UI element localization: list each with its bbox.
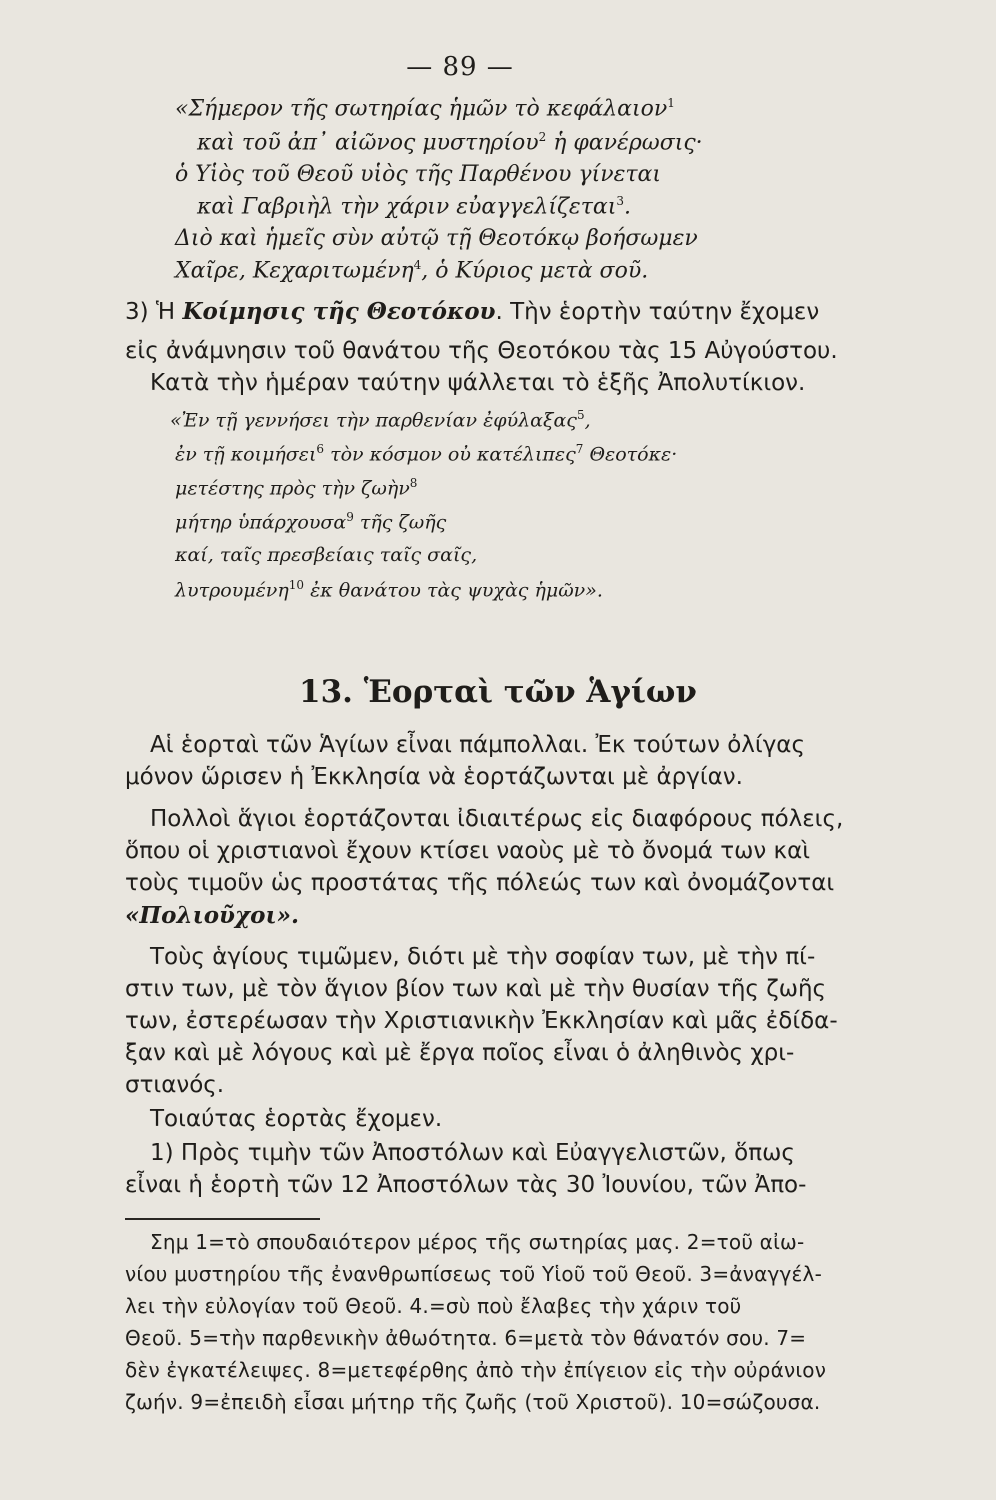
section3-line-3: Κατὰ τὴν ἡμέραν ταύτην ψάλλεται τὸ ἑξῆς Ἀπολυτίκιον.	[150, 370, 806, 396]
para3-line-2: στιν των, μὲ τὸν ἅγιον βίον των καὶ μὲ τὴν θυσίαν τῆς ζωῆς	[125, 976, 827, 1002]
hymn1-line-1: «Σήμερον τῆς σωτηρίας ἡμῶν τὸ κεφάλαιον$^1$	[175, 96, 675, 122]
para5-line-2: εἶναι ἡ ἑορτὴ τῶν 12 Ἀποστόλων τὰς 30 Ἰουνίου, τῶν Ἀπο-	[125, 1172, 807, 1198]
hymn1-line-2: καὶ τοῦ ἀπ᾽ αἰῶνος μυστηρίου$^2$ ἡ φανέρωσις·	[197, 130, 703, 156]
para5-line-1: 1) Πρὸς τιμὴν τῶν Ἀποστόλων καὶ Εὐαγγελιστῶν, ὅπως	[150, 1140, 795, 1166]
hymn1-line-5: Διὸ καὶ ἡμεῖς σὺν αὐτῷ τῇ Θεοτόκῳ βοήσωμεν	[175, 226, 698, 251]
footnote-line-3: λει τὴν εὐλογίαν τοῦ Θεοῦ. 4.=σὺ ποὺ ἔλαβες τὴν χάριν τοῦ	[125, 1294, 742, 1318]
footnote-line-2: νίου μυστηρίου τῆς ἐνανθρωπίσεως τοῦ Υἱοῦ τοῦ Θεοῦ. 3=ἀναγγέλ-	[125, 1262, 822, 1286]
para2-line-2: ὅπου οἱ χριστιανοὶ ἔχουν κτίσει ναοὺς μὲ τὸ ὄνομά των καὶ	[125, 838, 811, 864]
section-heading: 13. Ἑορταὶ τῶν Ἁγίων	[299, 674, 697, 710]
footnote-rule	[125, 1218, 320, 1220]
para3-line-3: των, ἐστερέωσαν τὴν Χριστιανικὴν Ἐκκλησίαν καὶ μᾶς ἐδίδα-	[125, 1008, 838, 1034]
page-number: — 89 —	[406, 52, 514, 82]
para2-line-3: τοὺς τιμοῦν ὡς προστάτας τῆς πόλεώς των καὶ ὀνομάζονται	[125, 870, 835, 896]
hymn2-line-6: λυτρουμένη$^{10}$ ἐκ θανάτου τὰς ψυχὰς ἡμῶν».	[175, 578, 603, 602]
poliouchoi-term: «Πολιοῦχοι».	[125, 902, 299, 929]
footnote-line-1: Σημ 1=τὸ σπουδαιότερον μέρος τῆς σωτηρίας μας. 2=τοῦ αἰω-	[150, 1230, 805, 1254]
footnote-line-6: ζωήν. 9=ἐπειδὴ εἶσαι μήτηρ τῆς ζωῆς (τοῦ Χριστοῦ). 10=σώζουσα.	[125, 1390, 821, 1414]
para2-line-4	[125, 902, 299, 929]
hymn1-line-4: καὶ Γαβριὴλ τὴν χάριν εὐαγγελίζεται$^3$.	[197, 194, 631, 220]
hymn2-line-1: «Ἐν τῇ γεννήσει τὴν παρθενίαν ἐφύλαξας$^5$,	[170, 408, 591, 432]
hymn1-line-6: Χαῖρε, Κεχαριτωμένη$^4$, ὁ Κύριος μετὰ σοῦ.	[175, 258, 649, 284]
section3-line-2: εἰς ἀνάμνησιν τοῦ θανάτου τῆς Θεοτόκου τὰς 15 Αὐγούστου.	[125, 338, 838, 364]
hymn2-line-2: ἐν τῇ κοιμήσει$^6$ τὸν κόσμον οὐ κατέλιπες$^7$ Θεοτόκε·	[175, 442, 678, 466]
para3-line-1: Τοὺς ἁγίους τιμῶμεν, διότι μὲ τὴν σοφίαν των, μὲ τὴν πί-	[150, 944, 816, 970]
para2-line-1: Πολλοὶ ἅγιοι ἑορτάζονται ἰδιαιτέρως εἰς διαφόρους πόλεις,	[150, 806, 844, 832]
hymn2-line-3: μετέστης πρὸς τὴν ζωὴν$^8$	[175, 476, 418, 500]
hymn1-line-3: ὁ Υἱὸς τοῦ Θεοῦ υἱὸς τῆς Παρθένου γίνεται	[175, 162, 662, 187]
para3-line-4: ξαν καὶ μὲ λόγους καὶ μὲ ἔργα ποῖος εἶναι ὁ ἀληθινὸς χρι-	[125, 1040, 795, 1066]
section3-term: Κοίμησις τῆς Θεοτόκου	[182, 298, 496, 325]
footnote-line-5: δὲν ἐγκατέλειψες. 8=μετεφέρθης ἀπὸ τὴν ἐπίγειον εἰς τὴν οὐράνιον	[125, 1358, 827, 1382]
footnote-line-4: Θεοῦ. 5=τὴν παρθενικὴν ἀθωότητα. 6=μετὰ τὸν θάνατόν σου. 7=	[125, 1326, 807, 1350]
hymn2-line-5: καί, ταῖς πρεσβείαις ταῖς σαῖς,	[175, 544, 478, 566]
para1-line-1: Αἱ ἑορταὶ τῶν Ἁγίων εἶναι πάμπολλαι. Ἐκ τούτων ὀλίγας	[150, 732, 805, 758]
para3-line-5: στιανός.	[125, 1072, 225, 1098]
para1-line-2: μόνον ὥρισεν ἡ Ἐκκλησία νὰ ἑορτάζωνται μὲ ἀργίαν.	[125, 764, 743, 790]
section3-line-1: 3) Ἡ Κοίμησις τῆς Θεοτόκου. Τὴν ἑορτὴν ταύτην ἔχομεν	[125, 298, 820, 325]
para4-line: Τοιαύτας ἑορτὰς ἔχομεν.	[150, 1106, 443, 1132]
hymn2-line-4: μήτηρ ὑπάρχουσα$^9$ τῆς ζωῆς	[175, 510, 447, 534]
